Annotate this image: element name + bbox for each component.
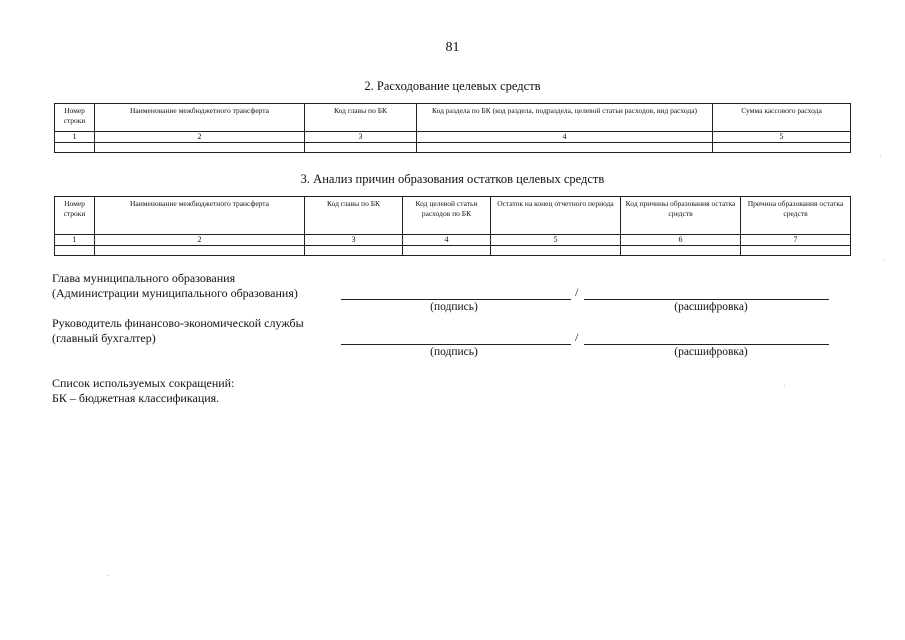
table-cell <box>713 143 851 153</box>
table-cell <box>403 246 491 256</box>
header-transfer-name: Наименование межбюджетного трансферта <box>95 104 305 132</box>
header-chapter-code: Код главы по БК <box>305 197 403 235</box>
table-cell <box>55 143 95 153</box>
table-cell <box>95 143 305 153</box>
table-cell <box>95 246 305 256</box>
decoding-caption: (расшифровка) <box>674 301 748 313</box>
balance-analysis-table <box>54 196 851 256</box>
table-cell <box>305 143 417 153</box>
column-number: 1 <box>55 132 95 143</box>
decoding-caption: (расшифровка) <box>674 346 748 358</box>
head-decoding-field[interactable] <box>584 299 829 300</box>
finance-decoding-field[interactable] <box>584 344 829 345</box>
section-3-title: 3. Анализ причин образования остатков целевых средств <box>300 172 605 186</box>
table-cell <box>55 246 95 256</box>
column-number-row <box>55 132 851 143</box>
column-number: 5 <box>491 235 621 246</box>
table-cell <box>621 246 741 256</box>
scan-speck <box>880 155 881 156</box>
finance-signature-field[interactable] <box>341 344 571 345</box>
header-reason-code: Код причины образования остатка средств <box>621 197 741 235</box>
column-number: 4 <box>403 235 491 246</box>
column-number: 7 <box>741 235 851 246</box>
abbreviation-item: БК – бюджетная классификация. <box>52 391 220 405</box>
header-period-end-balance: Остаток на конец отчетного периода <box>491 197 621 235</box>
section-2-title: 2. Расходование целевых средств <box>364 79 541 93</box>
table-row <box>55 143 851 153</box>
column-number: 1 <box>55 235 95 246</box>
table-cell <box>417 143 713 153</box>
table-cell <box>491 246 621 256</box>
column-number: 5 <box>713 132 851 143</box>
column-number-row <box>55 235 851 246</box>
signature-caption: (подпись) <box>430 346 478 358</box>
table-header-row <box>55 197 851 235</box>
scan-speck <box>107 575 108 576</box>
column-number: 3 <box>305 132 417 143</box>
column-number: 6 <box>621 235 741 246</box>
signature-caption: (подпись) <box>430 301 478 313</box>
header-chapter-code: Код главы по БК <box>305 104 417 132</box>
abbreviations-title: Список используемых сокращений: <box>52 376 235 390</box>
column-number: 3 <box>305 235 403 246</box>
table-cell <box>305 246 403 256</box>
table-row <box>55 246 851 256</box>
finance-title-line2: (главный бухгалтер) <box>52 331 156 345</box>
column-number: 2 <box>95 132 305 143</box>
header-cash-expense-sum: Сумма кассового расхода <box>713 104 851 132</box>
page-number: 81 <box>445 40 460 55</box>
head-signature-field[interactable] <box>341 299 571 300</box>
header-row-number: Номер строки <box>55 197 95 235</box>
header-section-code: Код раздела по БК (код раздела, подраздела, целевой статьи расходов, вид расхода) <box>417 104 713 132</box>
finance-title-line1: Руководитель финансово-экономической службы <box>52 316 304 330</box>
header-target-article-code: Код целевой статьи расходов по БК <box>403 197 491 235</box>
header-row-number: Номер строки <box>55 104 95 132</box>
column-number: 2 <box>95 235 305 246</box>
scan-speck <box>884 259 885 260</box>
table-cell <box>741 246 851 256</box>
separator-slash: / <box>575 330 579 344</box>
head-title-line2: (Администрации муниципального образования) <box>52 286 298 300</box>
header-reason: Причина образования остатка средств <box>741 197 851 235</box>
separator-slash: / <box>575 285 579 299</box>
scan-speck <box>784 385 785 386</box>
table-header-row <box>55 104 851 132</box>
column-number: 4 <box>417 132 713 143</box>
header-transfer-name: Наименование межбюджетного трансферта <box>95 197 305 235</box>
expenditure-table <box>54 103 851 153</box>
head-title-line1: Глава муниципального образования <box>52 271 236 285</box>
